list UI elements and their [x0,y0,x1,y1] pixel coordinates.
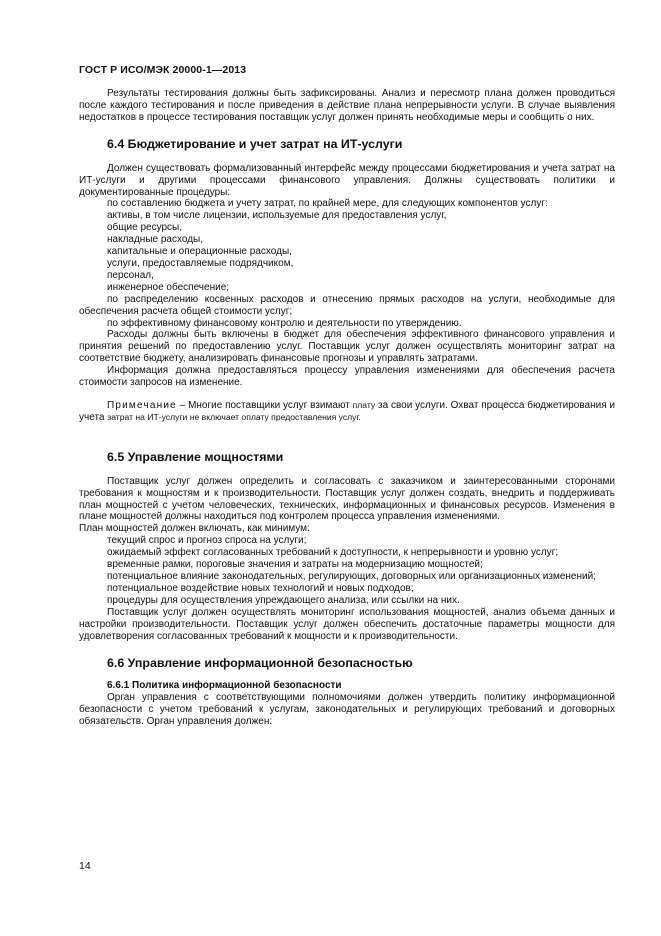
capacity-plan-item: текущий спрос и прогноз спроса на услуги; [107,535,307,547]
section-6-5-paragraph-3: Поставщик услуг должен осуществлять мониторинг использования мощностей, анализ объема данных и настройки производительности. Поставщик услуг должен обеспечить достаточные параметры мощности для удовлетворения согласованных требований к мощности и к производительности. [79,606,615,642]
capacity-plan-item: временные рамки, пороговые значения и затраты на модернизацию мощностей; [107,559,483,571]
section-6-4-item-1: по составлению бюджета и учету затрат, по крайней мере, для следующих компонентов услуг: [107,198,548,210]
capacity-plan-item: потенциальное влияние законодательных, регулирующих, договорных или организационных изменений; [107,571,596,582]
note-label: Примечание [107,399,177,411]
component-item: капитальные и операционные расходы, [107,246,292,258]
section-6-5-paragraph-2: План мощностей должен включать, как минимум: [79,523,310,535]
page-number: 14 [79,860,91,872]
section-6-4-heading: 6.4 Бюджетирование и учет затрат на ИТ-услуги [107,136,403,151]
intro-paragraph: Результаты тестирования должны быть зафиксированы. Анализ и пересмотр плана должен проводиться после каждого тестирования и после приведения в действие плана непрерывности услуги. В случае выявления недостатков в процессе тестирования поставщик услуг должен принять необходимые меры и сообщить о них. [79,88,615,123]
component-item: услуги, предоставляемые подрядчиком, [107,257,294,269]
note [79,400,615,424]
component-item: инженерное обеспечение; [107,281,230,293]
note-text-c: за свои услуги. Охват процесса бюджетирования и учета [79,399,616,423]
capacity-plan-item: процедуры для осуществления упреждающего анализа, или ссылки на них. [107,594,460,606]
section-6-4-paragraph-1: Должен существовать формализованный интерфейс между процессами бюджетирования и учета затрат на ИТ-услуги и другими процессами финансового управления. Должны существовать политики и документированные процедуры: [79,162,615,198]
component-item: активы, в том числе лицензии, используемые для предоставления услуг, [107,210,447,222]
page-content [79,88,615,728]
note-text-d: затрат на ИТ-услуги не включает оплату предоставления услуг. [107,411,361,422]
section-6-4-paragraph-3: Информация должна предоставляться процессу управления изменениями для обеспечения расчета стоимости запросов на изменение. [79,365,615,389]
section-6-4-item-2: по распределению косвенных расходов и отнесению прямых расходов на услуги, необходимые для обеспечения расчета общей стоимости услуг; [79,293,615,317]
section-6-5-paragraph-1: Поставщик услуг должен определить и согласовать с заказчиком и заинтересованными сторонами требования к мощностям и к производительности. Поставщик услуг должен создать, внедрить и поддерживать план мощностей с учетом человеческих, технических, информационных и финансовых ресурсов. Изменения в плане мощностей должны находиться под контролем процесса управления изменениями. [79,475,615,523]
note-dash: – [176,399,189,411]
standard-code-header: ГОСТ Р ИСО/МЭК 20000-1—2013 [79,64,247,76]
note-text-a: Многие поставщики услуг взимают [188,399,353,411]
section-6-6-heading: 6.6 Управление информационной безопасностью [107,656,413,671]
section-6-5-heading: 6.5 Управление мощностями [107,449,284,464]
section-6-6-1-paragraph: Орган управления с соответствующими полномочиями должен утвердить политику информационной безопасности с учетом требований к услугам, законодательных и регулирующих требований и договорных обязательств. Орган управления должен: [79,692,615,728]
capacity-plan-item: потенциальное воздействие новых технологий и новых подходов; [107,582,414,594]
component-item: накладные расходы, [107,234,204,246]
section-6-4-item-3: по эффективному финансовому контролю и деятельности по утверждению. [107,317,462,329]
capacity-plan-item: ожидаемый эффект согласованных требований к доступности, к непрерывности и уровню услуг; [107,547,559,559]
note-text-b: плату [352,399,376,410]
component-item: общие ресурсы, [107,222,182,234]
component-item: персонал, [107,269,154,281]
section-6-6-1-heading: 6.6.1 Политика информационной безопасности [107,680,342,692]
section-6-4-paragraph-2: Расходы должны быть включены в бюджет для обеспечения эффективного финансового управления и принятия решений по предоставлению услуг. Поставщик услуг должен осуществлять мониторинг затрат на соответствие бюджету, анализировать финансовые прогнозы и управлять затратами. [79,329,615,365]
